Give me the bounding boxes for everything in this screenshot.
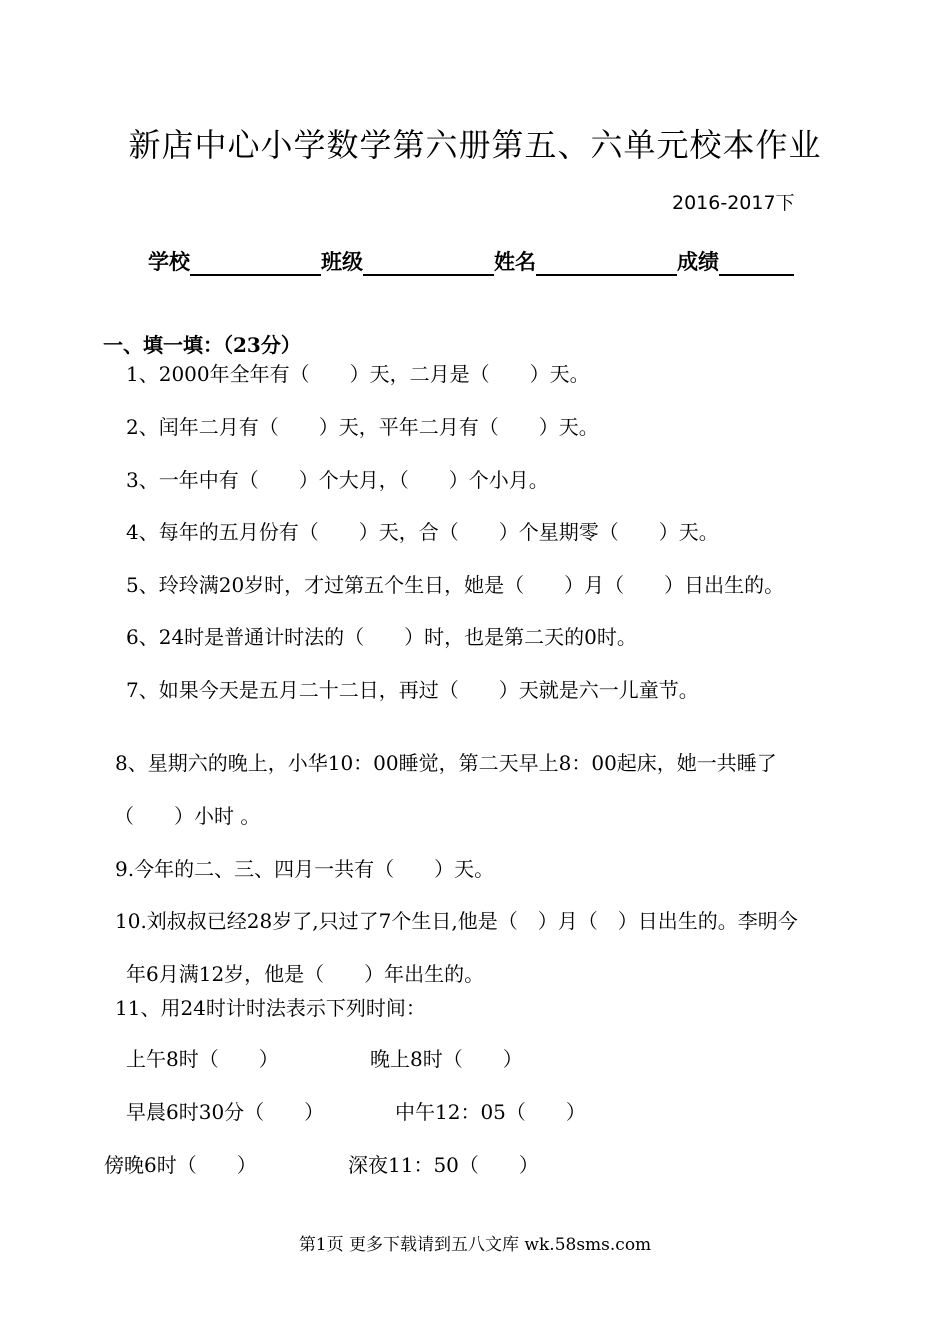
- class-label: 班级: [321, 249, 363, 274]
- school-label: 学校: [148, 249, 190, 274]
- time-item: 深夜11：50（ ）: [348, 1153, 539, 1177]
- time-item: 晚上8时（ ）: [370, 1047, 523, 1071]
- question-1: 1、2000年全年有（ ）天，二月是（ ）天。: [126, 362, 590, 386]
- question-5: 5、玲玲满20岁时，才过第五个生日，她是（ ）月（ ）日出生的。: [126, 573, 785, 597]
- section-heading: 一、填一填：（23分）: [103, 333, 301, 357]
- name-blank[interactable]: [536, 252, 677, 276]
- question-8-continued: （ ）小时 。: [114, 804, 261, 828]
- score-blank[interactable]: [719, 252, 794, 276]
- question-10: 10.刘叔叔已经28岁了,只过了7个生日,他是（ ）月（ ）日出生的。李明今: [115, 909, 798, 933]
- question-8: 8、星期六的晚上，小华10：00睡觉，第二天早上8：00起床，她一共睡了: [115, 751, 777, 775]
- question-3: 3、一年中有（ ）个大月，（ ）个小月。: [126, 468, 549, 492]
- question-11: 11、用24时计时法表示下列时间：: [115, 996, 426, 1020]
- info-line: [148, 246, 794, 276]
- name-label: 姓名: [494, 249, 536, 274]
- time-item: 上午8时（ ）: [126, 1047, 279, 1071]
- question-7: 7、如果今天是五月二十二日，再过（ ）天就是六一儿童节。: [126, 678, 699, 702]
- page-footer: 第1页 更多下载请到五八文库 wk.58sms.com: [298, 1235, 652, 1255]
- page-title: 新店中心小学数学第六册第五、六单元校本作业: [128, 126, 822, 164]
- question-9: 9.今年的二、三、四月一共有（ ）天。: [115, 857, 495, 881]
- class-blank[interactable]: [363, 252, 494, 276]
- time-item: 傍晚6时（ ）: [104, 1153, 257, 1177]
- question-6: 6、24时是普通计时法的（ ）时，也是第二天的0时。: [126, 625, 637, 649]
- question-4: 4、每年的五月份有（ ）天，合（ ）个星期零（ ）天。: [126, 520, 719, 544]
- score-label: 成绩: [677, 249, 719, 274]
- time-item: 早晨6时30分（ ）: [126, 1100, 325, 1124]
- question-2: 2、闰年二月有（ ）天，平年二月有（ ）天。: [126, 415, 599, 439]
- school-year: 2016-2017下: [672, 192, 795, 214]
- school-blank[interactable]: [190, 252, 321, 276]
- time-item: 中午12：05（ ）: [395, 1100, 586, 1124]
- question-10-continued: 年6月满12岁，他是（ ）年出生的。: [126, 962, 485, 986]
